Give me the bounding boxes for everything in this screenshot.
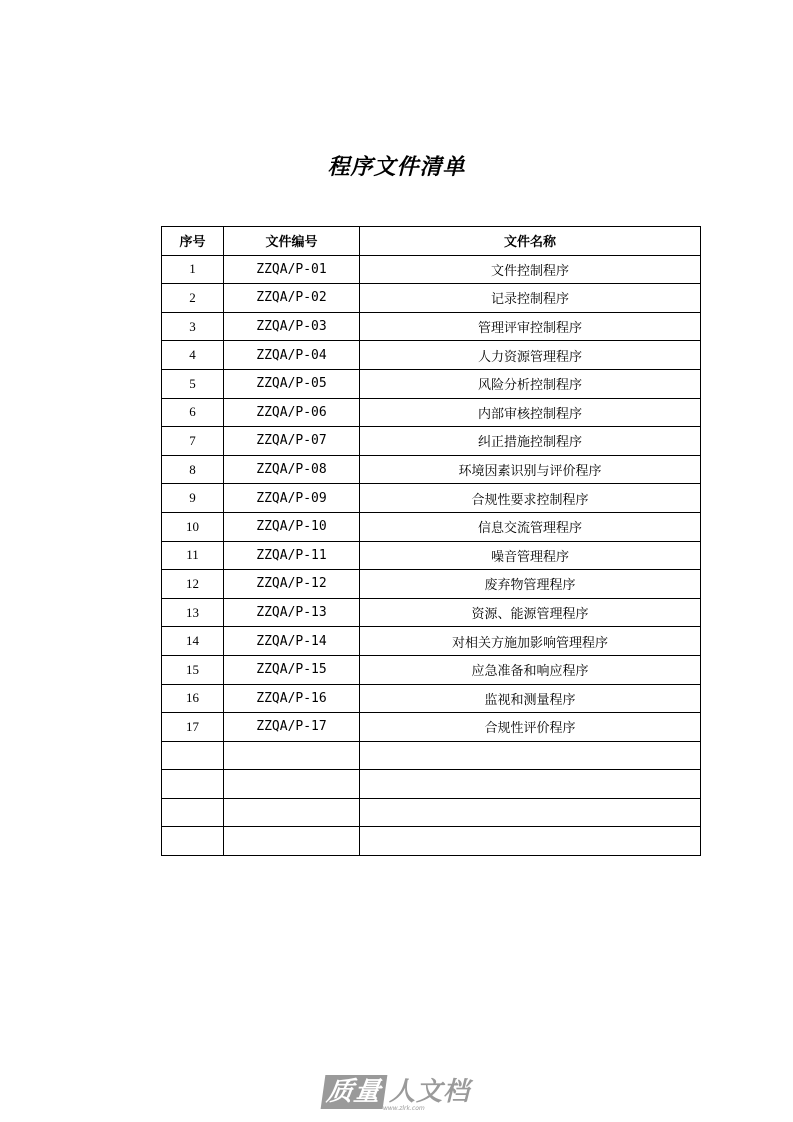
cell-document-name: 记录控制程序 — [360, 284, 701, 313]
cell-serial-number: 12 — [162, 570, 224, 599]
table-row — [162, 770, 701, 799]
table-row — [162, 512, 701, 541]
cell-serial-number: 9 — [162, 484, 224, 513]
cell-document-name — [360, 798, 701, 827]
table-header-row — [162, 227, 701, 256]
cell-serial-number — [162, 741, 224, 770]
cell-document-code: ZZQA/P-11 — [224, 541, 360, 570]
cell-document-name: 噪音管理程序 — [360, 541, 701, 570]
cell-document-code: ZZQA/P-14 — [224, 627, 360, 656]
cell-serial-number: 11 — [162, 541, 224, 570]
cell-serial-number: 14 — [162, 627, 224, 656]
table-row — [162, 341, 701, 370]
cell-document-code: ZZQA/P-05 — [224, 369, 360, 398]
document-list-table — [161, 226, 701, 856]
cell-serial-number — [162, 798, 224, 827]
cell-document-code: ZZQA/P-10 — [224, 512, 360, 541]
cell-serial-number: 6 — [162, 398, 224, 427]
cell-document-code: ZZQA/P-02 — [224, 284, 360, 313]
table-row — [162, 713, 701, 742]
cell-document-name: 合规性评价程序 — [360, 713, 701, 742]
watermark-url: www.zlrk.com — [382, 1105, 425, 1112]
cell-serial-number: 10 — [162, 512, 224, 541]
watermark-box-text: 质量 — [321, 1075, 388, 1109]
table-row — [162, 284, 701, 313]
cell-document-code: ZZQA/P-15 — [224, 655, 360, 684]
cell-serial-number: 1 — [162, 255, 224, 284]
table-row — [162, 570, 701, 599]
header-serial-number: 序号 — [162, 227, 224, 256]
cell-serial-number: 16 — [162, 684, 224, 713]
table-row — [162, 598, 701, 627]
cell-document-code: ZZQA/P-07 — [224, 427, 360, 456]
cell-document-name: 内部审核控制程序 — [360, 398, 701, 427]
table-row — [162, 484, 701, 513]
cell-document-code: ZZQA/P-16 — [224, 684, 360, 713]
cell-document-name: 管理评审控制程序 — [360, 312, 701, 341]
cell-document-name: 人力资源管理程序 — [360, 341, 701, 370]
cell-document-name: 应急准备和响应程序 — [360, 655, 701, 684]
table-row — [162, 369, 701, 398]
cell-document-code — [224, 741, 360, 770]
cell-document-code — [224, 798, 360, 827]
table-row — [162, 312, 701, 341]
cell-document-code — [224, 827, 360, 856]
cell-serial-number — [162, 827, 224, 856]
cell-document-code: ZZQA/P-12 — [224, 570, 360, 599]
table-row — [162, 798, 701, 827]
header-document-code: 文件编号 — [224, 227, 360, 256]
table-row — [162, 684, 701, 713]
watermark-logo — [0, 1074, 793, 1110]
cell-serial-number: 17 — [162, 713, 224, 742]
table-row — [162, 427, 701, 456]
cell-serial-number: 2 — [162, 284, 224, 313]
cell-document-name: 文件控制程序 — [360, 255, 701, 284]
cell-serial-number: 15 — [162, 655, 224, 684]
cell-document-name: 纠正措施控制程序 — [360, 427, 701, 456]
header-document-name: 文件名称 — [360, 227, 701, 256]
table-row — [162, 627, 701, 656]
cell-document-code: ZZQA/P-09 — [224, 484, 360, 513]
cell-document-code — [224, 770, 360, 799]
cell-document-name — [360, 741, 701, 770]
cell-document-code: ZZQA/P-03 — [224, 312, 360, 341]
cell-serial-number: 7 — [162, 427, 224, 456]
cell-document-name: 环境因素识别与评价程序 — [360, 455, 701, 484]
table-row — [162, 455, 701, 484]
cell-document-name: 资源、能源管理程序 — [360, 598, 701, 627]
cell-serial-number — [162, 770, 224, 799]
cell-document-name: 合规性要求控制程序 — [360, 484, 701, 513]
table-row — [162, 255, 701, 284]
cell-document-name: 信息交流管理程序 — [360, 512, 701, 541]
cell-serial-number: 4 — [162, 341, 224, 370]
table-row — [162, 655, 701, 684]
cell-document-name — [360, 827, 701, 856]
cell-document-code: ZZQA/P-06 — [224, 398, 360, 427]
watermark-text: 人文档 — [389, 1077, 471, 1107]
cell-serial-number: 8 — [162, 455, 224, 484]
cell-serial-number: 13 — [162, 598, 224, 627]
cell-document-name: 风险分析控制程序 — [360, 369, 701, 398]
table-row — [162, 827, 701, 856]
cell-document-code: ZZQA/P-08 — [224, 455, 360, 484]
cell-document-name: 对相关方施加影响管理程序 — [360, 627, 701, 656]
table-row — [162, 541, 701, 570]
cell-document-name: 监视和测量程序 — [360, 684, 701, 713]
table-body — [162, 255, 701, 855]
cell-document-code: ZZQA/P-04 — [224, 341, 360, 370]
page-title: 程序文件清单 — [327, 154, 466, 180]
cell-document-name — [360, 770, 701, 799]
cell-serial-number: 5 — [162, 369, 224, 398]
cell-document-code: ZZQA/P-01 — [224, 255, 360, 284]
cell-serial-number: 3 — [162, 312, 224, 341]
cell-document-code: ZZQA/P-13 — [224, 598, 360, 627]
table-row — [162, 741, 701, 770]
cell-document-name: 废弃物管理程序 — [360, 570, 701, 599]
cell-document-code: ZZQA/P-17 — [224, 713, 360, 742]
table-row — [162, 398, 701, 427]
